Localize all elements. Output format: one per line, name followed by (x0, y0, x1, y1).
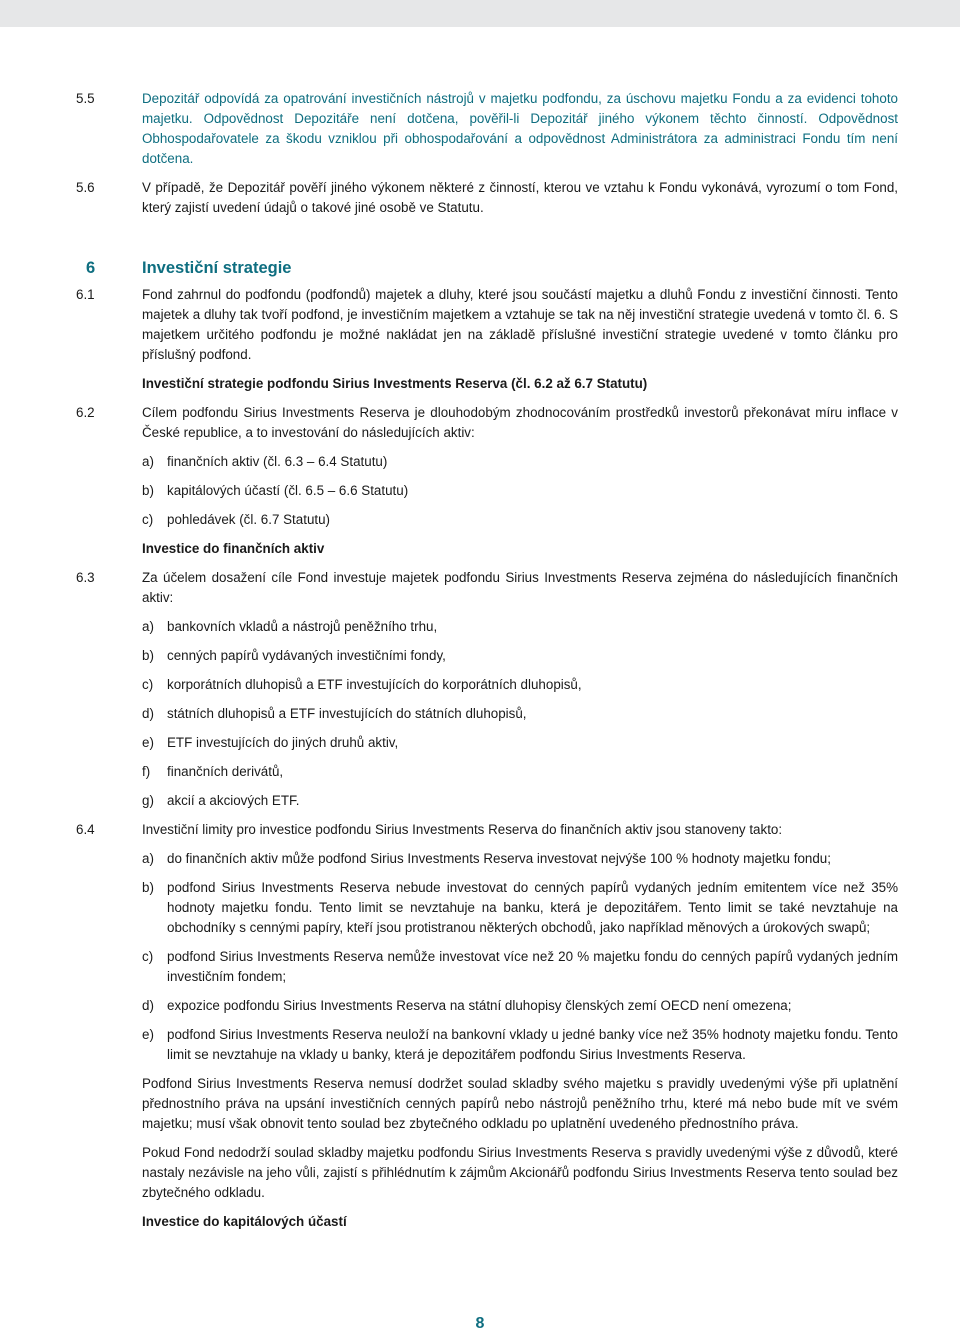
clause-5-6 (76, 178, 898, 218)
clause-text: V případě, že Depozitář pověří jiného výkonem některé z činností, kterou ve vztahu k Fondu vykonává, vyrozumí o tom Fond, který zajistí uvedení údajů o takové jiné osobě ve Statutu. (142, 180, 898, 215)
document-page (76, 89, 898, 1232)
clause-number: 5.5 (76, 91, 95, 106)
subheading-strategy: Investiční strategie podfondu Sirius Investments Reserva (čl. 6.2 až 6.7 Statutu) (142, 376, 648, 391)
list-item: c) korporátních dluhopisů a ETF investujících do korporátních dluhopisů, (142, 677, 582, 692)
list-item: b) podfond Sirius Investments Reserva nebude investovat do cenných papírů vydaných jedním emitentem více než 35% hodnoty majetku fondu. Tento limit se nevztahuje na banku, která je depozitářem. Tento limit se také nevztahuje na obchodníky s cennými papíry, kteří jsou protistranou některých obchodů, jako například měnových a úrokových swapů; (142, 880, 898, 935)
section-heading-6 (76, 258, 898, 278)
list-item: c) podfond Sirius Investments Reserva nemůže investovat více než 20 % majetku fondu do cenných papírů vydaných jedním investičním fondem; (142, 949, 898, 984)
paragraph-compliance: Pokud Fond nedodrží soulad skladby majetku podfondu Sirius Investments Reserva s pravidly uvedenými výše z důvodů, které nastaly nezávisle na jeho vůli, zajistí s přihlédnutím k zájmům Akcionářů podfondu Sirius Investments Reserva tento soulad bez zbytečného odkladu. (142, 1145, 898, 1200)
list-item: a) finančních aktiv (čl. 6.3 – 6.4 Statutu) (142, 454, 388, 469)
paragraph-preemption: Podfond Sirius Investments Reserva nemusí dodržet soulad skladby svého majetku s pravidly uvedenými výše při uplatnění přednostního práva na upsání investičních cenných papírů nebo nástrojů peněžního trhu, které má nebo bude mít ve svém majetku; musí však obnovit tento soulad bez zbytečného odkladu po uplatnění uvedeného přednostního práva. (142, 1076, 898, 1131)
list-item: d) expozice podfondu Sirius Investments Reserva na státní dluhopisy členských zemí OECD není omezena; (142, 998, 792, 1013)
clause-6-2 (76, 403, 898, 443)
list-item: b) kapitálových účastí (čl. 6.5 – 6.6 Statutu) (142, 483, 409, 498)
clause-text: Cílem podfondu Sirius Investments Reserva je dlouhodobým zhodnocováním prostředků investorů překonávat míru inflace v České republice, a to investování do následujících aktiv: (142, 405, 898, 440)
clause-text: Fond zahrnul do podfondu (podfondů) majetek a dluhy, které jsou součástí majetku a dluhů Fondu z investiční činnosti. Tento majetek a dluhy tak tvoří podfond, je investičním majetkem a vztahuje se tak na něj investiční strategie uvedená v tomto čl. 6. S majetkem určitého podfondu je možné nakládat jen na základě příslušné investiční strategie uvedené v tomto článku pro příslušný podfond. (142, 287, 898, 362)
top-band (0, 0, 960, 27)
list-item: g) akcií a akciových ETF. (142, 793, 300, 808)
section-number: 6 (86, 259, 96, 277)
clause-6-1 (76, 285, 898, 365)
clause-text: Za účelem dosažení cíle Fond investuje majetek podfondu Sirius Investments Reserva zejména do následujících finančních aktiv: (142, 570, 898, 605)
clause-text: Investiční limity pro investice podfondu Sirius Investments Reserva do finančních aktiv jsou stanoveny takto: (142, 822, 783, 837)
page-number: 8 (475, 1315, 485, 1332)
clause-number: 5.6 (76, 180, 95, 195)
clause-5-5 (76, 89, 898, 169)
list-item: e) podfond Sirius Investments Reserva neuloží na bankovní vklady u jedné banky více než 35% hodnoty majetku fondu. Tento limit se nevztahuje na vklady u banky, která je depozitářem podfondu Sirius Investments Reserva. (142, 1027, 898, 1062)
clause-number: 6.2 (76, 405, 95, 420)
list-item: f) finančních derivátů, (142, 764, 284, 779)
list-item: a) bankovních vkladů a nástrojů peněžního trhu, (142, 619, 438, 634)
section-title: Investiční strategie (142, 259, 292, 277)
list-item: d) státních dluhopisů a ETF investujících do státních dluhopisů, (142, 706, 527, 721)
clause-number: 6.1 (76, 287, 95, 302)
clause-6-4 (76, 820, 898, 840)
subheading-capital: Investice do kapitálových účastí (142, 1214, 347, 1229)
list-item: e) ETF investujících do jiných druhů aktiv, (142, 735, 399, 750)
clause-6-3 (76, 568, 898, 608)
subheading-financial: Investice do finančních aktiv (142, 541, 325, 556)
clause-number: 6.4 (76, 822, 95, 837)
list-item: c) pohledávek (čl. 6.7 Statutu) (142, 512, 331, 527)
list-item: b) cenných papírů vydávaných investičními fondy, (142, 648, 446, 663)
clause-number: 6.3 (76, 570, 95, 585)
list-item: a) do finančních aktiv může podfond Sirius Investments Reserva investovat nejvýše 100 % hodnoty majetku fondu; (142, 851, 831, 866)
clause-text: Depozitář odpovídá za opatrování investičních nástrojů v majetku podfondu, za úschovu majetku Fondu a za evidenci tohoto majetku. Odpovědnost Depozitáře není dotčena, pověřil-li Depozitář jiného výkonem těchto činností. Odpovědnost Obhospodařovatele za škodu vzniklou při obhospodařování a odpovědnost Administrátora za administraci Fondu tím není dotčena. (142, 91, 898, 166)
